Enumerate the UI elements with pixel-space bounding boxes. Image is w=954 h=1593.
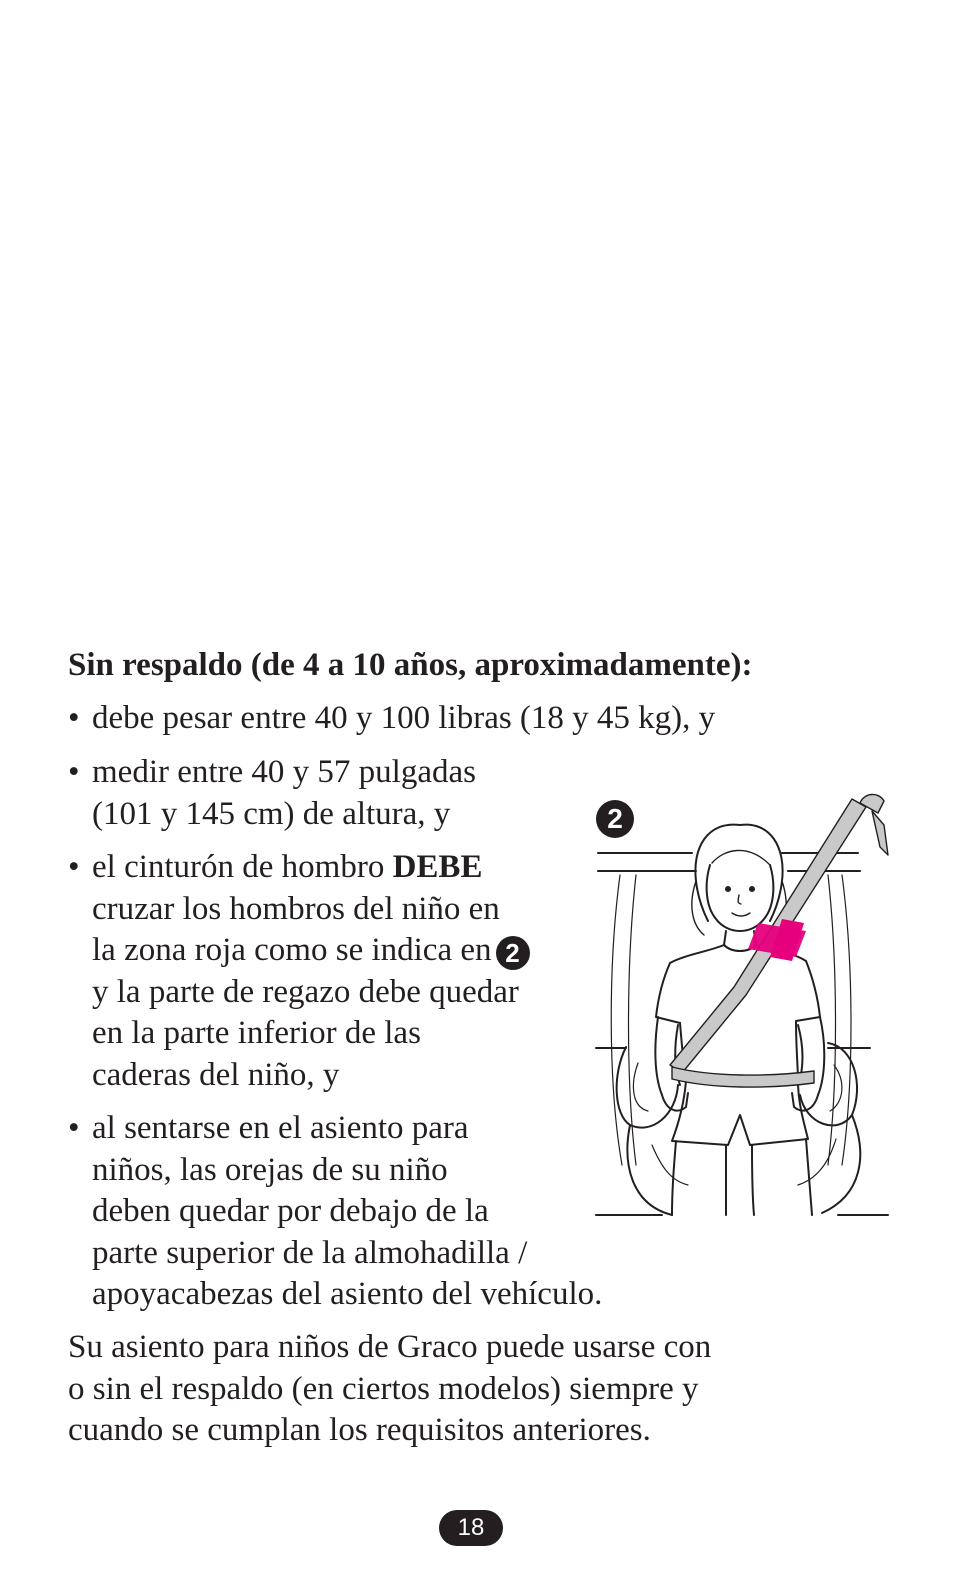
lap-belt — [672, 1067, 814, 1087]
bullet-text: la zona roja como se indica en — [92, 932, 492, 968]
shorts — [672, 1081, 808, 1145]
bullet-line: al sentarse en el asiento para — [92, 1110, 469, 1146]
bullet-text: el cinturón de hombro — [92, 849, 393, 885]
eye-right — [750, 887, 754, 891]
paragraph-line: cuando se cumplan los requisitos anteriores. — [68, 1412, 651, 1448]
bullet-line: medir entre 40 y 57 pulgadas — [92, 754, 476, 790]
bullet-line: y la parte de regazo debe quedar — [92, 973, 519, 1010]
arm-left — [655, 1017, 662, 1095]
seat-edge-line — [611, 875, 622, 1165]
hair-left — [695, 825, 740, 921]
section-heading: Sin respaldo (de 4 a 10 años, aproximadamente): — [68, 647, 753, 683]
seat-edge-line — [828, 875, 836, 1165]
eye-left — [726, 887, 730, 891]
mouth — [732, 913, 750, 916]
belt-upper-strap — [872, 811, 888, 855]
child-booster-seat-illustration — [592, 785, 892, 1220]
bullet-dot: • — [68, 754, 80, 790]
bullet-dot: • — [68, 700, 80, 736]
bullet-line — [92, 930, 530, 972]
figure-reference-badge: 2 — [496, 936, 530, 970]
page-number: 18 — [439, 1510, 503, 1546]
face-outline — [707, 865, 774, 931]
shirt-side-right — [796, 1021, 798, 1081]
leg-right-outer — [806, 1139, 812, 1215]
bullet-dot: • — [68, 1110, 80, 1146]
leg-right-inner — [752, 1145, 754, 1215]
bullet-height — [68, 752, 476, 835]
arm-right — [818, 1017, 824, 1095]
bullet-line: cruzar los hombros del niño en — [92, 890, 500, 927]
bullet-line: deben quedar por debajo de la — [92, 1193, 489, 1229]
bullet-line: (101 y 145 cm) de altura, y — [92, 795, 451, 832]
bullet-dot: • — [68, 849, 80, 885]
bullet-line: en la parte inferior de las — [92, 1015, 421, 1051]
bullet-line: apoyacabezas del asiento del vehículo. — [92, 1276, 603, 1312]
requirements-paragraph — [68, 1327, 711, 1452]
bullet-ears — [68, 1108, 602, 1316]
leg-left-outer — [672, 1141, 676, 1215]
hair-fringe — [712, 850, 770, 865]
figure-badge: 2 — [596, 800, 634, 838]
hair-right — [740, 825, 783, 921]
paragraph-line: o sin el respaldo (en ciertos modelos) siempre y — [68, 1370, 699, 1407]
bullet-line: debe pesar entre 40 y 100 libras (18 y 45 kg), y — [92, 700, 716, 736]
bullet-line: caderas del niño, y — [92, 1056, 340, 1093]
bullet-shoulder-belt — [68, 847, 530, 1096]
emphasis-must: DEBE — [392, 849, 483, 885]
bullet-line: niños, las orejas de su niño — [92, 1151, 448, 1188]
paragraph-line: Su asiento para niños de Graco puede usarse con — [68, 1329, 712, 1365]
seat-edge-line — [629, 875, 637, 1165]
bullet-weight — [68, 698, 715, 740]
bullet-line: parte superior de la almohadilla / — [92, 1234, 528, 1271]
booster-armrest-left — [617, 1047, 678, 1128]
nose — [738, 895, 741, 904]
bullet-line — [92, 847, 530, 889]
